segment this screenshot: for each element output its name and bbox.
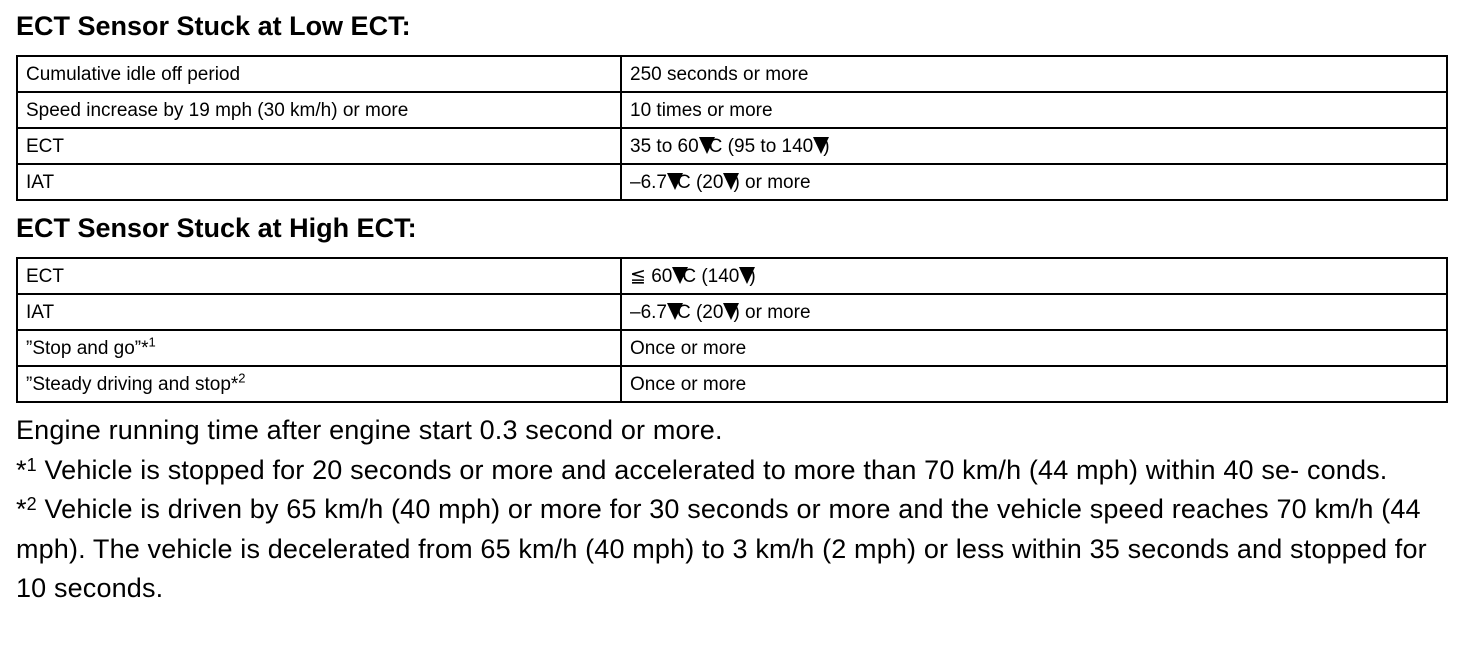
condition-cell [621,294,1447,330]
degree-glyph-icon [813,137,823,156]
condition-cell: 10 times or more [621,92,1447,128]
table-row [17,128,1447,164]
degree-glyph-icon [739,267,749,286]
condition-cell: 250 seconds or more [621,56,1447,92]
degree-glyph-icon [672,267,682,286]
parameter-cell [17,366,621,402]
parameter-cell: IAT [17,164,621,200]
footnote-number: 1 [26,454,37,475]
footnote-1 [16,451,1446,491]
section-title-low-ect: ECT Sensor Stuck at Low ECT: [16,11,411,41]
parameter-cell: ECT [17,258,621,294]
condition-text: –6.7 [630,171,667,193]
footnote-text: Vehicle is stopped for 20 seconds or more and accelerated to more than 70 km/h (44 mph) within 40 se- conds. [36,454,1388,485]
table-row [17,366,1447,402]
section-title-high-ect: ECT Sensor Stuck at High ECT: [16,213,417,243]
table-row [17,92,1447,128]
condition-text: C (20 [676,171,724,193]
parameter-cell: Speed increase by 19 mph (30 km/h) or more [17,92,621,128]
footnote-marker: * [16,494,27,524]
footnote-marker: * [16,454,27,485]
notes-section [16,411,1446,609]
low-ect-conditions-table [16,55,1448,201]
condition-text: C (95 to 140 [708,135,814,157]
footnote-reference: 1 [148,334,156,350]
condition-text: –6.7 [630,301,667,323]
table-row [17,164,1447,200]
condition-cell: Once or more [621,366,1447,402]
condition-cell [621,128,1447,164]
parameter-cell: ECT [17,128,621,164]
condition-cell [621,164,1447,200]
condition-text: C (20 [676,301,724,323]
degree-glyph-icon [723,173,733,192]
table-row [17,294,1447,330]
engine-running-note: Engine running time after engine start 0.3 second or more. [16,415,723,445]
parameter-cell [17,330,621,366]
table-row [17,258,1447,294]
degree-glyph-icon [699,137,709,156]
condition-text: 35 to 60 [630,135,699,157]
degree-glyph-icon [667,303,677,322]
table-row [17,330,1447,366]
condition-cell: Once or more [621,330,1447,366]
table-row [17,56,1447,92]
condition-text: ) or more [733,301,811,323]
condition-text: ≦ 60 [630,265,673,287]
condition-text: ) [749,265,756,287]
footnote-2 [16,490,1446,609]
degree-glyph-icon [723,303,733,322]
high-ect-conditions-table [16,257,1448,403]
parameter-text: ”Stop and go”* [26,337,149,359]
parameter-cell: IAT [17,294,621,330]
footnote-reference: 2 [238,370,246,386]
condition-text: ) or more [733,171,811,193]
parameter-cell: Cumulative idle off period [17,56,621,92]
parameter-text: ”Steady driving and stop* [26,373,239,395]
footnote-number: 2 [26,494,37,514]
condition-text: ) [823,135,830,157]
degree-glyph-icon [667,173,677,192]
footnote-text: Vehicle is driven by 65 km/h (40 mph) or more for 30 seconds or more and the vehicle speed reaches 70 km/h (44 mph). The vehicle is decelerated from 65 km/h (40 mph) to 3 km/h (2 mph) or less within 35 seconds and stopped for 10 seconds. [16,494,1427,603]
condition-text: C (140 [682,265,740,287]
condition-cell [621,258,1447,294]
